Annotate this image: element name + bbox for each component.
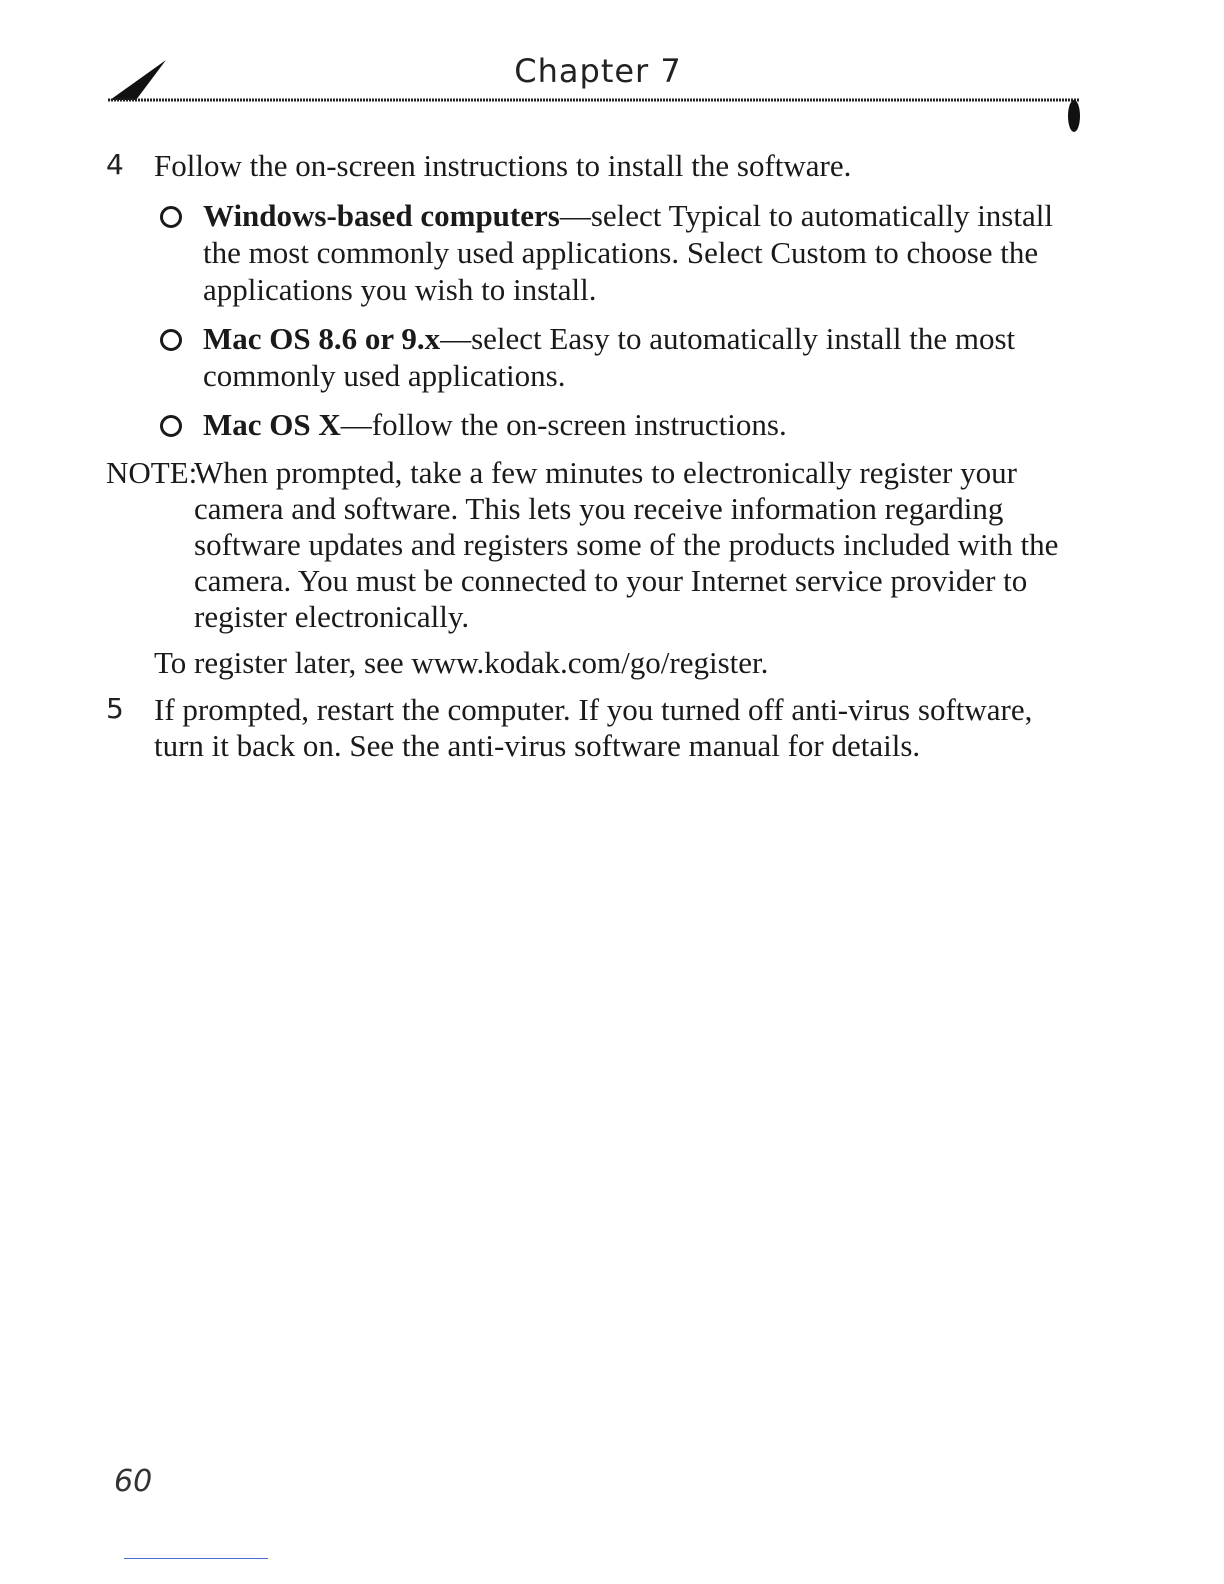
bullet-mac-os-x-text: —follow the on-screen instructions. xyxy=(340,407,787,442)
bullet-windows-text: —select Typical to automatically install xyxy=(559,198,1053,233)
chapter-title: Chapter 7 xyxy=(514,52,682,90)
bullet-windows-cont-1: the most commonly used applications. Select Custom to choose the xyxy=(203,235,1039,270)
header-right-mark-icon xyxy=(1068,100,1080,132)
bullet-mac-os-x-heading: Mac OS X xyxy=(203,407,341,442)
bullet-circle-icon xyxy=(160,206,182,228)
note-label: NOTE: xyxy=(106,455,198,490)
bullet-mac-os-9-heading: Mac OS 8.6 or 9.x xyxy=(203,321,441,356)
step-4-text: Follow the on-screen instructions to install the software. xyxy=(154,148,852,183)
step-number-4: 4 xyxy=(106,148,124,181)
note-line-1: When prompted, take a few minutes to electronically register your xyxy=(194,455,1017,490)
bullet-windows xyxy=(203,198,1053,234)
register-later-text: To register later, see www.kodak.com/go/register. xyxy=(154,645,769,680)
footer-rule xyxy=(124,1558,268,1559)
bullet-circle-icon xyxy=(160,415,182,437)
step-5-line-2: turn it back on. See the anti-virus software manual for details. xyxy=(154,728,921,763)
bullet-circle-icon xyxy=(160,329,182,351)
bullet-mac-os-9-text: —select Easy to automatically install the most xyxy=(440,321,1016,356)
bullet-mac-os-9-cont-1: commonly used applications. xyxy=(203,358,566,393)
step-5-line-1: If prompted, restart the computer. If you turned off anti-virus software, xyxy=(154,692,1033,727)
step-number-5: 5 xyxy=(106,692,124,725)
note-line-3: software updates and registers some of the products included with the xyxy=(194,527,1059,562)
note-line-4: camera. You must be connected to your Internet service provider to xyxy=(194,563,1028,598)
bullet-windows-heading: Windows-based computers xyxy=(203,198,560,233)
page-number: 60 xyxy=(114,1464,153,1499)
bullet-windows-cont-2: applications you wish to install. xyxy=(203,272,597,307)
bullet-mac-os-9 xyxy=(203,321,1015,357)
bullet-mac-os-x xyxy=(203,407,787,443)
note-line-2: camera and software. This lets you receive information regarding xyxy=(194,491,1004,526)
chapter-header xyxy=(108,50,1088,140)
note-line-5: register electronically. xyxy=(194,599,470,634)
